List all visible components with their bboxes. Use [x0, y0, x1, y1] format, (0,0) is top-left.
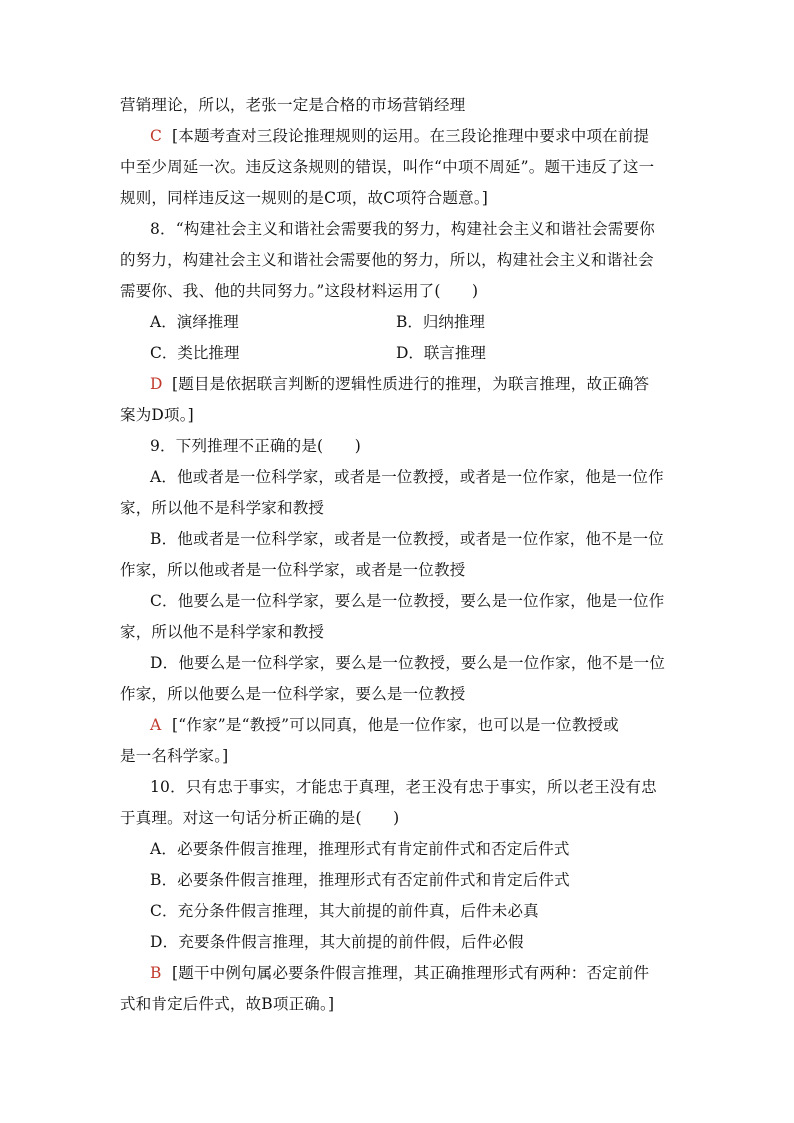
- answer-explanation: [120, 710, 676, 741]
- text-line: 于真理。对这一句话分析正确的是( ): [120, 809, 400, 827]
- option-a: A．他或者是一位科学家，或者是一位教授，或者是一位作家，他是一位作: [150, 468, 664, 486]
- option-b: B．必要条件假言推理，推理形式有否定前件式和肯定后件式: [150, 871, 570, 889]
- text-line: 中至少周延一次。违反这条规则的错误，叫作“中项不周延”。题干违反了这一: [120, 158, 655, 176]
- option-d: D．联言推理: [396, 344, 486, 362]
- option-b: B．归纳推理: [396, 313, 485, 331]
- answer-letter: B: [150, 964, 162, 982]
- text-line: 营销理论，所以，老张一定是合格的市场营销经理: [120, 96, 466, 114]
- text-line: 作家，所以他要么是一位科学家，要么是一位教授: [120, 685, 466, 703]
- answer-explanation: [120, 369, 676, 400]
- answer-explanation: [120, 958, 676, 989]
- option-b: B．他或者是一位科学家，或者是一位教授，或者是一位作家，他不是一位: [150, 530, 664, 548]
- options-row: [120, 307, 676, 338]
- text-line: 需要你、我、他的共同努力。”这段材料运用了( ): [120, 282, 479, 300]
- text-line: 作家，所以他或者是一位科学家，或者是一位教授: [120, 561, 466, 579]
- text-line: 式和肯定后件式，故B项正确。]: [120, 995, 335, 1013]
- answer-letter: A: [150, 716, 162, 734]
- question-8: 8．“构建社会主义和谐社会需要我的努力，构建社会主义和谐社会需要你: [150, 220, 655, 238]
- explanation-text: [题目是依据联言判断的逻辑性质进行的推理，为联言推理，故正确答: [172, 375, 650, 393]
- question-10: 10．只有忠于事实，才能忠于真理，老王没有忠于事实，所以老王没有忠: [150, 778, 657, 796]
- answer-letter: C: [150, 127, 163, 145]
- document-page: [120, 90, 676, 1020]
- text-line: 家，所以他不是科学家和教授: [120, 499, 325, 517]
- options-row: [120, 338, 676, 369]
- option-a: A．演绎推理: [150, 313, 239, 331]
- explanation-text: [题干中例句属必要条件假言推理，其正确推理形式有两种：否定前件: [172, 964, 650, 982]
- explanation-text: [“作家”是“教授”可以同真，他是一位作家，也可以是一位教授或: [172, 716, 619, 734]
- question-9: 9．下列推理不正确的是( ): [150, 437, 361, 455]
- answer-letter: D: [150, 375, 163, 393]
- text-line: 家，所以他不是科学家和教授: [120, 623, 325, 641]
- option-d: D．他要么是一位科学家，要么是一位教授，要么是一位作家，他不是一位: [150, 654, 666, 672]
- answer-explanation: [120, 121, 676, 152]
- text-line: 案为D项。]: [120, 406, 194, 424]
- option-d: D．充要条件假言推理，其大前提的前件假，后件必假: [150, 933, 524, 951]
- text-line: 的努力，构建社会主义和谐社会需要他的努力，所以，构建社会主义和谐社会: [120, 251, 654, 269]
- explanation-text: [本题考查对三段论推理规则的运用。在三段论推理中要求中项在前提: [172, 127, 650, 145]
- text-line: 是一名科学家。]: [120, 747, 229, 765]
- option-c: C．类比推理: [150, 344, 240, 362]
- option-a: A．必要条件假言推理，推理形式有肯定前件式和否定后件式: [150, 840, 570, 858]
- option-c: C．他要么是一位科学家，要么是一位教授，要么是一位作家，他是一位作: [150, 592, 665, 610]
- option-c: C．充分条件假言推理，其大前提的前件真，后件未必真: [150, 902, 539, 920]
- text-line: 规则，同样违反这一规则的是C项，故C项符合题意。]: [120, 189, 489, 207]
